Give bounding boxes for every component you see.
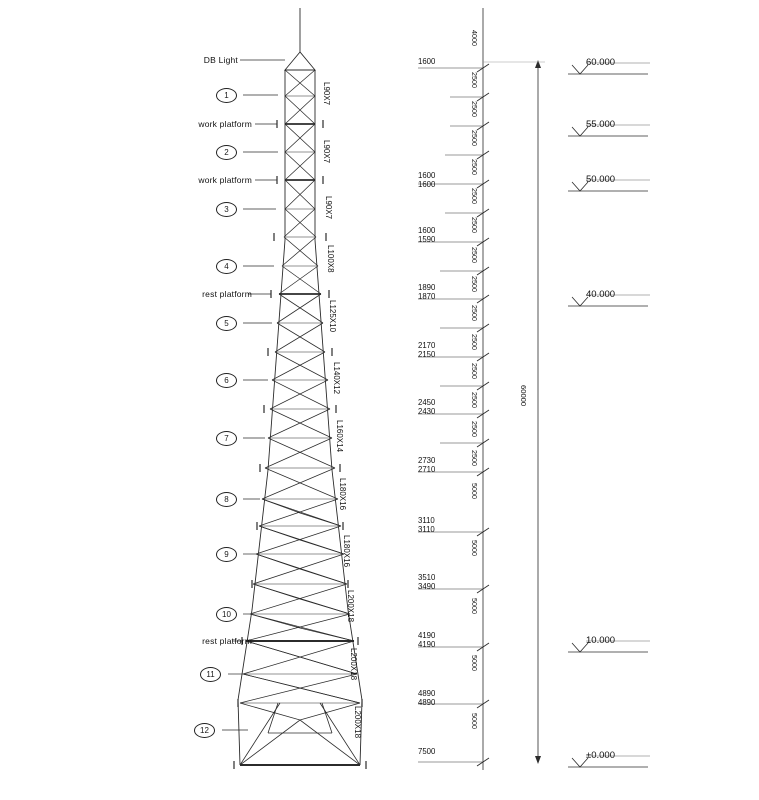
width-dimension-upper: 3510 — [418, 573, 436, 582]
section-label: L200X18 — [349, 648, 358, 681]
overall-height-dimension — [483, 60, 545, 764]
vertical-dimension: 2500 — [470, 392, 479, 408]
elevation-label: 55.000 — [586, 119, 616, 130]
vertical-dimension: 2500 — [470, 334, 479, 350]
vertical-dimension: 2500 — [470, 188, 479, 204]
section-label: L160X14 — [335, 420, 344, 453]
vertical-dimension: 2500 — [470, 72, 479, 88]
width-dimension-lower: 2430 — [418, 406, 436, 416]
vertical-dimension: 2500 — [470, 276, 479, 292]
vertical-dimension: 2500 — [470, 421, 479, 437]
vertical-dimension: 2500 — [470, 247, 479, 263]
vertical-dimension: 5000 — [470, 483, 479, 499]
width-dimension — [418, 172, 435, 189]
width-dimension-upper: 1600 — [418, 57, 436, 66]
width-dimension-lower: 4190 — [418, 639, 436, 649]
vertical-dimension: 2500 — [470, 450, 479, 466]
section-label: L200X18 — [346, 590, 355, 623]
width-dimension — [418, 574, 435, 591]
platform-ticks — [234, 120, 366, 769]
vertical-dimension: 2500 — [470, 130, 479, 146]
callout-label: work platform — [198, 119, 252, 129]
section-label: L90X7 — [322, 82, 331, 106]
vertical-dimension: 2500 — [470, 159, 479, 175]
callout-label: rest platform — [202, 636, 252, 646]
callout-label: work platform — [198, 175, 252, 185]
x-bracing — [240, 70, 360, 703]
leader-lines — [222, 60, 285, 730]
width-dimension-upper: 4890 — [418, 689, 436, 698]
elevation-label: 50.000 — [586, 174, 616, 185]
elevation-label: 40.000 — [586, 289, 616, 300]
width-dimension-lower: 2710 — [418, 464, 436, 474]
panel-number-12: 12 — [194, 723, 215, 738]
callout-label: rest platform — [202, 289, 252, 299]
vertical-dimension: 2500 — [470, 305, 479, 321]
section-label: L100X8 — [326, 245, 335, 273]
tower-outline — [238, 8, 362, 765]
width-dimension — [418, 58, 435, 66]
width-dimension — [418, 399, 435, 416]
section-label: L200X18 — [353, 706, 362, 739]
vertical-dimension: 5000 — [470, 713, 479, 729]
section-label: L140X12 — [332, 362, 341, 395]
width-dimension-upper: 2730 — [418, 456, 436, 465]
width-dimension-lower: 2150 — [418, 349, 436, 359]
elevation-label: ±0.000 — [586, 750, 615, 761]
width-dimension — [418, 632, 435, 649]
elevation-label: 10.000 — [586, 635, 616, 646]
panel-number-10: 10 — [216, 607, 237, 622]
vertical-dimension: 5000 — [470, 655, 479, 671]
width-dimension — [418, 748, 435, 756]
width-dimension — [418, 457, 435, 474]
width-dimension — [418, 227, 435, 244]
width-dimension-lower: 1590 — [418, 234, 436, 244]
panel-number-3: 3 — [216, 202, 237, 217]
width-dimension-upper: 2450 — [418, 398, 436, 407]
base-bay — [240, 703, 360, 765]
width-dimension-upper: 4190 — [418, 631, 436, 640]
width-dimension — [418, 342, 435, 359]
panel-number-11: 11 — [200, 667, 221, 682]
panel-number-2: 2 — [216, 145, 237, 160]
width-dimension-upper: 2170 — [418, 341, 436, 350]
width-dimension — [418, 284, 435, 301]
panel-number-4: 4 — [216, 259, 237, 274]
width-dimension-lower: 1870 — [418, 291, 436, 301]
width-dimension-upper: 3110 — [418, 516, 435, 525]
vertical-dimension: 5000 — [470, 598, 479, 614]
vertical-dimension: 4000 — [470, 30, 479, 46]
section-label: L180X16 — [342, 535, 351, 568]
section-label: L180X16 — [338, 478, 347, 511]
width-dimension-lower: 3490 — [418, 581, 436, 591]
panel-number-6: 6 — [216, 373, 237, 388]
section-label: L90X7 — [324, 196, 333, 220]
panel-number-1: 1 — [216, 88, 237, 103]
elevation-label: 60.000 — [586, 57, 616, 68]
section-label: L90X7 — [322, 140, 331, 164]
width-dimension-upper: 1890 — [418, 283, 436, 292]
width-dimension-upper: 1600 — [418, 226, 436, 235]
width-dimension-lower: 4890 — [418, 697, 436, 707]
callout-label: DB Light — [203, 55, 238, 65]
vertical-dimension: 5000 — [470, 540, 479, 556]
width-dimension — [418, 690, 435, 707]
panel-number-7: 7 — [216, 431, 237, 446]
vertical-dimension: 2500 — [470, 217, 479, 233]
width-dimension-lower: 1600 — [418, 179, 436, 189]
panel-number-9: 9 — [216, 547, 237, 562]
elevation-symbols — [568, 63, 650, 767]
panel-number-5: 5 — [216, 316, 237, 331]
panel-number-8: 8 — [216, 492, 237, 507]
section-label: L125X10 — [328, 300, 337, 333]
width-dimension-upper: 7500 — [418, 747, 436, 756]
tower-apex — [285, 52, 315, 70]
vertical-dimension: 2500 — [470, 363, 479, 379]
overall-height-label: 60000 — [519, 385, 528, 407]
width-dimension-upper: 1600 — [418, 171, 436, 180]
width-dimension — [418, 517, 435, 534]
width-dimension-lower: 3110 — [418, 524, 435, 534]
vertical-dimension: 2500 — [470, 101, 479, 117]
